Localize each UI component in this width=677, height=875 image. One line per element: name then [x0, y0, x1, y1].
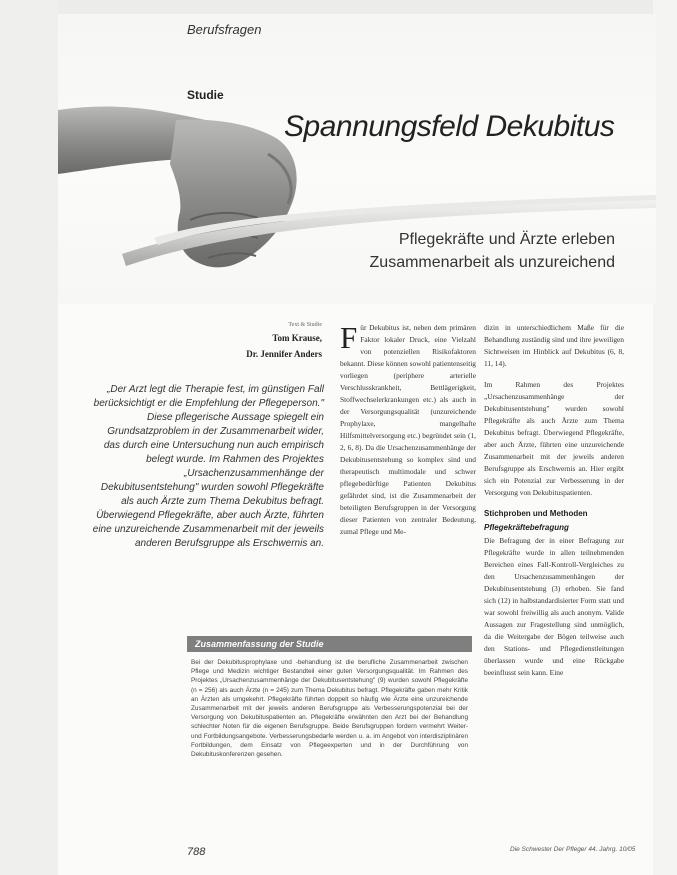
scan-top-edge: [0, 0, 677, 14]
byline-prefix: Text & Studie: [288, 322, 322, 328]
subtitle-line-1: Pflegekräfte und Ärzte erleben: [398, 231, 615, 248]
summary-box: [187, 636, 472, 848]
col3-paragraph-3: Die Befragung der in einer Befragung zur Pflegekräfte wurde in allen teilnehmenden Bereichen eines Fall-Kontroll-Vergleiches zu den Ursachenzusammenhängen der Dekubitusentstehung (3) erhoben. Sie fand sich (12) in halbstandardisierter Form statt und war sowohl freiwillig als auch anonym. Valide Aussagen zur Fragestellung sind unmöglich, da die Weitergabe der Bögen teilweise auch den Stations- und Pflegedienstleitungen überlassen wurde und eine Rückgabe beeinflusst sein kann. Eine: [484, 536, 624, 677]
scan-right-edge: [653, 0, 677, 875]
subtitle-line-2: Zusammenarbeit als unzureichend: [369, 254, 615, 271]
article-kicker: Studie: [187, 88, 224, 102]
body-column-2: [340, 322, 476, 548]
summary-heading: Zusammenfassung der Studie: [187, 636, 472, 652]
drop-cap: F: [340, 320, 358, 355]
subheading-nurse-survey: Pflegekräftebefragung: [484, 523, 569, 532]
article-title: Spannungsfeld Dekubitus: [284, 110, 615, 143]
body-column-3: [484, 322, 624, 688]
section-label: Berufsfragen: [187, 22, 262, 37]
scan-left-edge: [0, 0, 58, 875]
journal-footer: Die Schwester Der Pfleger 44. Jahrg. 10/05: [510, 846, 636, 853]
section-heading-methods: Stichproben und Methoden: [484, 509, 588, 518]
author-1: Tom Krause,: [272, 333, 322, 343]
col3-paragraph-2: Im Rahmen des Projektes „Ursachenzusammenhänge der Dekubitusentstehung" wurden sowohl Pflegekräfte als auch Ärzte zum Thema Dekubitus befragt. Überwiegend Pflegekräfte, aber auch Ärzte, führten eine unzureichende Zusammenarbeit mit der jeweils anderen Berufsgruppe als Erschwernis an. Hier ergibt sich ein Potenzial zur Verbesserung in der Versorgung von Dekubituspatienten.: [484, 380, 624, 497]
page-number: 788: [187, 846, 206, 858]
col2-paragraph-1: ür Dekubitus ist, neben dem primären Faktor lokaler Druck, eine Vielzahl von potenziellen Risikofaktoren bekannt. Diese können sowohl patientenseitig vorliegen (periphere arterielle Verschlusskrankheit, Bettlägerigkeit, Stoffwechselerkrankungen etc.) als auch in der Versorgungsqualität (unzureichende Prophylaxe, mangelhafte Hilfsmittelversorgung etc.) begründet sein (1, 2, 6, 8). Da die Ursachenzusammenhänge der Dekubitusentstehung so komplex sind und therapeutisch multimodale und schwer pflegebedürftige Patienten Dekubitus gefährdet sind, ist die Zusammenarbeit der beteiligten Berufsgruppen in der Versorgung dieser Patienten von zentraler Bedeutung, zumal Pflege und Me-: [340, 323, 476, 536]
byline: [230, 322, 322, 360]
article-subtitle: [370, 228, 615, 274]
author-2: Dr. Jennifer Anders: [246, 349, 322, 359]
summary-body: Bei der Dekubitusprophylaxe und -behandlung ist die berufliche Zusammenarbeit zwischen Pflege und Medizin wichtiger Bestandteil einer guten Versorgungsqualität. Im Rahmen des Projektes „Ursachenzusammenhänge der Dekubitusentstehung" (9) wurden sowohl Pflegekräfte (n = 256) als auch Ärzte (n = 245) zum Thema Dekubitus befragt. Pflegekräfte gaben mehr Kritik an Ärzten als umgekehrt. Pflegekräfte führten doppelt so häufig wie Ärzte eine unzureichende Zusammenarbeit mit der jeweils anderen Berufsgruppe als Verbesserungspotenzial bei der Versorgung von Dekubituspatienten an. Pflegekräfte erwähnten den Arzt bei der Behandlung schlechter Noten für die eigenen Berufsgruppe. Beide Berufsgruppen fordern vermehrt Weiter- und Fortbildungsangebote. Verbesserungsbedarfe werden u. a. im Angebot von interdisziplinären Fortbildungen, dem Einsatz von Pflegeexperten und in der Durchführung von Dekubituskonferenzen gesehen.: [191, 659, 468, 759]
lead-paragraph: „Der Arzt legt die Therapie fest, im günstigen Fall berücksichtigt er die Empfehlung der Pflegeperson." Diese pflegerische Aussage spiegelt ein Grundsatzproblem in der Zusammenarbeit wider, das durch eine Untersuchung nun auch empirisch belegt wurde. Im Rahmen des Projektes „Ursachenzusammenhänge der Dekubitusentstehung" wurden sowohl Pflegekräfte als auch Ärzte zum Thema Dekubitus befragt. Überwiegend Pflegekräfte, aber auch Ärzte, führten eine unzureichende Zusammenarbeit mit der jeweils anderen Berufsgruppe als Erschwernis an.: [92, 384, 324, 549]
col3-paragraph-1: dizin in unterschiedlichem Maße für die Behandlung zuständig sind und ihre jeweiligen Sichtweisen im Hinblick auf Dekubitus (6, 8, 11, 14).: [484, 323, 624, 368]
